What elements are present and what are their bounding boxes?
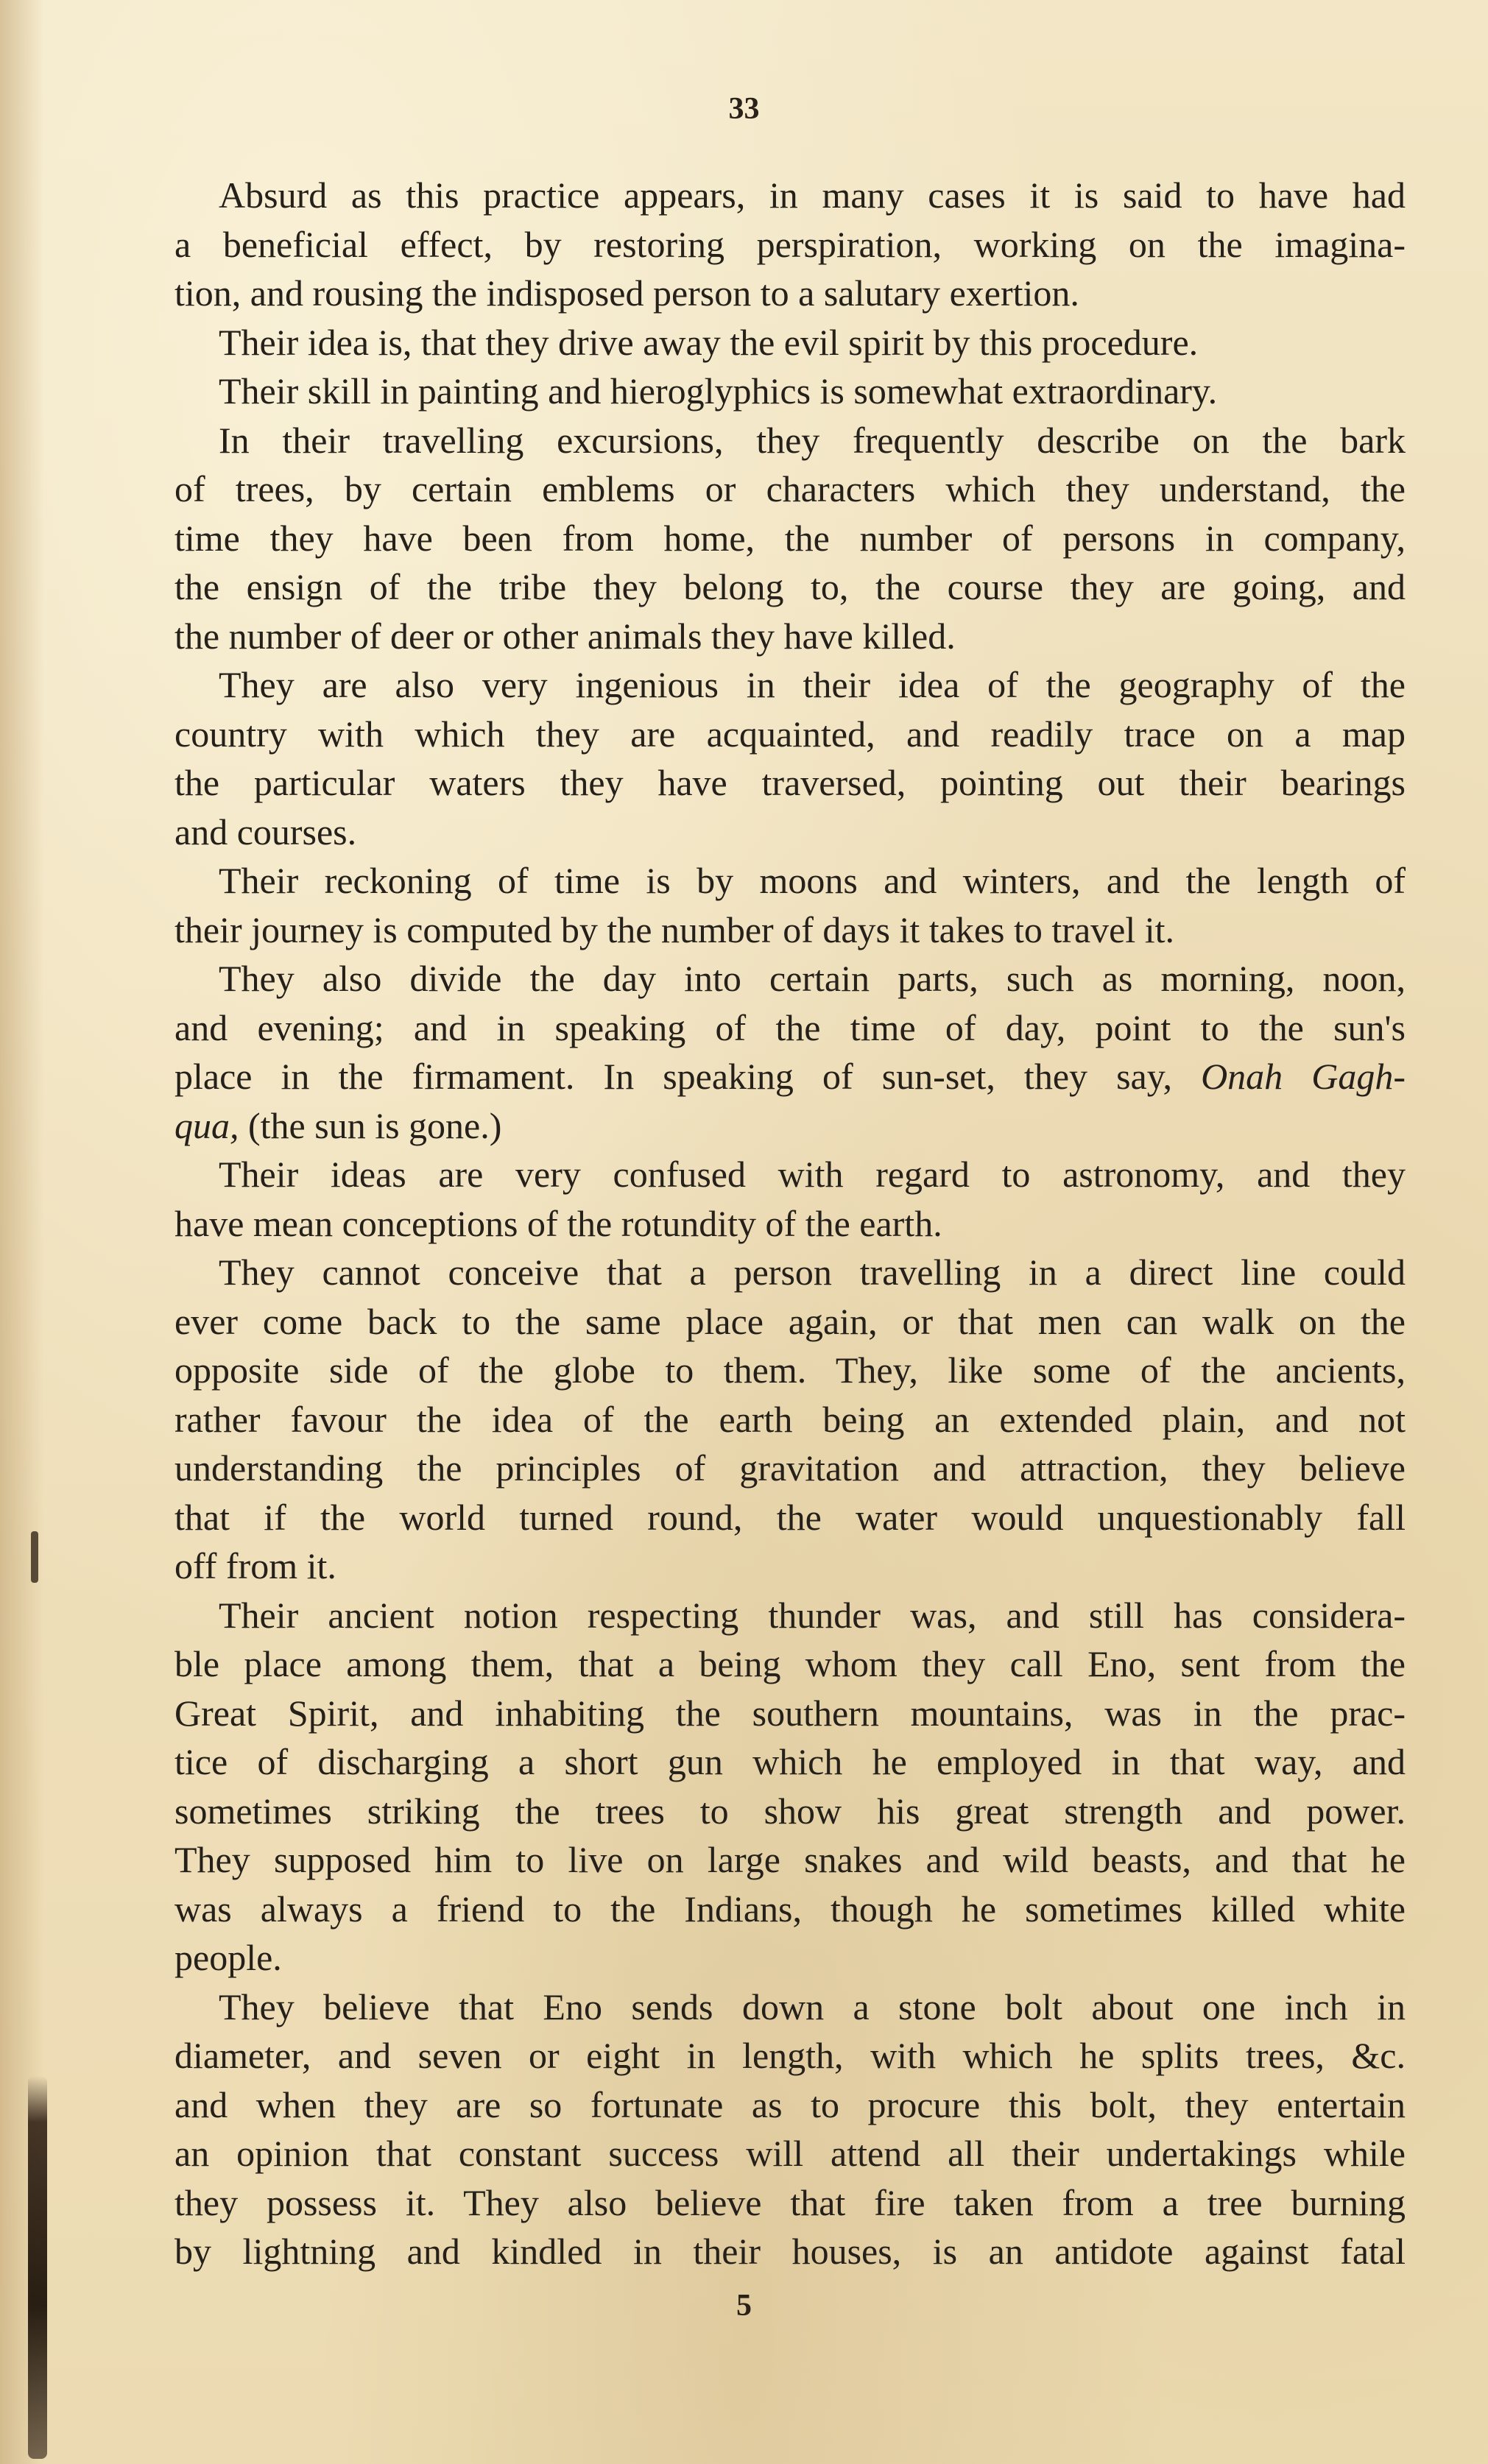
page-number: 33 [728, 92, 760, 126]
text-line: ever come back to the same place again, or that men can walk on the [174, 1300, 1406, 1342]
text-line: understanding the principles of gravitation and attraction, they believe [174, 1447, 1406, 1489]
body-text [174, 171, 1406, 2276]
text-line: and courses. [174, 811, 357, 852]
signature-mark: 5 [736, 2289, 752, 2323]
text-line: time they have been from home, the number of persons in company, [174, 517, 1406, 559]
paragraph [174, 1591, 1406, 1983]
text-line: a beneficial effect, by restoring perspiration, working on the imagina- [174, 223, 1406, 265]
text-line: of trees, by certain emblems or characters which they understand, the [174, 468, 1406, 509]
paragraph [174, 1983, 1406, 2276]
text-line: by lightning and kindled in their houses, is an antidote against fatal [174, 2231, 1406, 2272]
text-line: Great Spirit, and inhabiting the southern mountains, was in the prac- [174, 1692, 1406, 1734]
text-line: ble place among them, that a being whom they call Eno, sent from the [174, 1643, 1406, 1684]
paragraph [174, 660, 1406, 856]
text-line-mixed [174, 1052, 1406, 1101]
italic-phrase: Onah Gagh- [1201, 1056, 1406, 1097]
paragraph [174, 416, 1406, 661]
text-line: they possess it. They also believe that fire taken from a tree burning [174, 2181, 1406, 2223]
text-line: Their idea is, that they drive away the evil spirit by this procedure. [219, 321, 1199, 363]
text-line: and when they are so fortunate as to procure this bolt, they entertain [174, 2083, 1406, 2125]
text-line: They also divide the day into certain parts, such as morning, noon, [219, 958, 1406, 999]
paragraph [174, 1248, 1406, 1591]
text-line: rather favour the idea of the earth being an extended plain, and not [174, 1398, 1406, 1440]
paragraph [174, 856, 1406, 954]
text-line: They believe that Eno sends down a stone bolt about one inch in [219, 1985, 1406, 2027]
text-line: Their ancient notion respecting thunder was, and still has considera- [219, 1594, 1406, 1636]
text-fragment: (the sun is gone.) [248, 1104, 502, 1146]
text-fragment: place in the firmament. In speaking of sun-set, they say, [174, 1056, 1172, 1097]
text-line: They cannot conceive that a person travelling in a direct line could [219, 1252, 1406, 1293]
italic-phrase: qua, [174, 1104, 239, 1146]
text-line: tice of discharging a short gun which he employed in that way, and [174, 1741, 1406, 1782]
text-line: off from it. [174, 1545, 336, 1586]
text-line: They supposed him to live on large snakes and wild beasts, and that he [174, 1839, 1406, 1880]
text-line-mixed [174, 1101, 1406, 1151]
text-line: and evening; and in speaking of the time of day, point to the sun's [174, 1006, 1406, 1048]
text-line: tion, and rousing the indisposed person to a salutary exertion. [174, 272, 1079, 314]
text-line: Absurd as this practice appears, in many cases it is said to have had [219, 174, 1406, 216]
text-line: people. [174, 1937, 282, 1978]
paragraph [174, 954, 1406, 1150]
text-line: opposite side of the globe to them. They, like some of the ancients, [174, 1349, 1406, 1391]
text-line: diameter, and seven or eight in length, with which he splits trees, &c. [174, 2035, 1406, 2076]
paragraph [174, 318, 1406, 367]
text-line: that if the world turned round, the water would unquestionably fall [174, 1496, 1406, 1538]
paragraph [174, 367, 1406, 416]
binding-damage-mark [28, 2076, 47, 2459]
text-line: the number of deer or other animals they have killed. [174, 615, 956, 657]
text-line: In their travelling excursions, they frequently describe on the bark [219, 419, 1406, 461]
paragraph [174, 1150, 1406, 1248]
text-line: have mean conceptions of the rotundity of the earth. [174, 1202, 942, 1244]
text-line: Their ideas are very confused with regard to astronomy, and they [219, 1154, 1406, 1195]
text-line: Their reckoning of time is by moons and winters, and the length of [219, 860, 1406, 901]
binding-small-mark [31, 1531, 38, 1583]
text-line: sometimes striking the trees to show his great strength and power. [174, 1790, 1406, 1832]
text-line: the particular waters they have traversed, pointing out their bearings [174, 762, 1406, 803]
paragraph [174, 171, 1406, 318]
text-line: was always a friend to the Indians, though he sometimes killed white [174, 1888, 1406, 1930]
text-line: the ensign of the tribe they belong to, the course they are going, and [174, 566, 1406, 607]
text-line: country with which they are acquainted, and readily trace on a map [174, 713, 1406, 755]
text-line: Their skill in painting and hieroglyphics is somewhat extraordinary. [219, 370, 1218, 412]
text-line: an opinion that constant success will attend all their undertakings while [174, 2133, 1406, 2174]
text-line: their journey is computed by the number of days it takes to travel it. [174, 908, 1175, 950]
text-line: They are also very ingenious in their idea of the geography of the [219, 664, 1406, 705]
